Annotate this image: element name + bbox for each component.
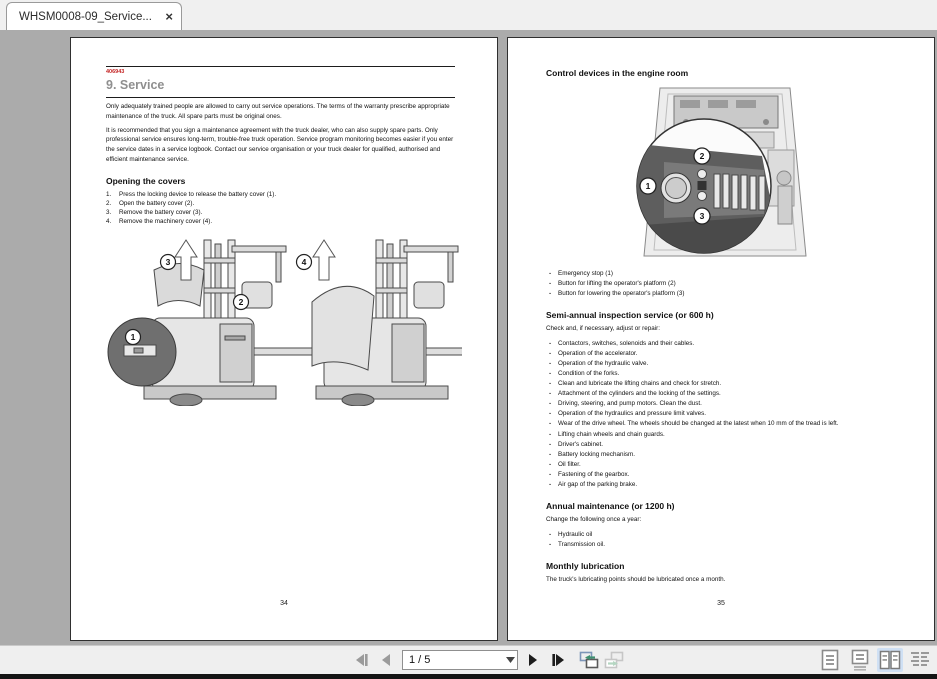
section-heading: Semi-annual inspection service (or 600 h) [546,310,714,321]
section-heading: Opening the covers [106,175,186,186]
navigate-forward-button[interactable] [604,650,624,670]
list-item: 1. Press the locking device to release the battery cover (1). [106,190,277,198]
list-item: 4. Remove the machinery cover (4). [106,217,213,225]
truck-covers-figure [106,234,462,406]
next-page-button[interactable] [523,650,543,670]
semi-annual-checklist [546,339,900,490]
list-item: · Contactors, switches, solenoids and their cables. [546,339,900,349]
list-item: · Emergency stop (1) [546,269,900,279]
callout-4: 4 [301,257,307,267]
list-item: · Attachment of the cylinders and the locking of the settings. [546,389,900,399]
callout-3: 3 [165,257,171,267]
view-mode-group [817,648,933,672]
header-rule-top [106,66,455,67]
list-item: · Hydraulic oil [546,530,900,540]
document-tab[interactable] [6,2,182,30]
callout-2: 2 [238,297,244,307]
list-item: · Condition of the forks. [546,369,900,379]
engine-room-figure [612,86,834,262]
list-item: · Driving, steering, and pump motors. Clean the dust. [546,399,900,409]
list-item: · Fastening of the gearbox. [546,470,900,480]
list-item: · Transmission oil. [546,540,900,550]
control-device-list [546,269,900,299]
tab-close-icon[interactable]: × [165,9,173,24]
page-34 [70,37,498,641]
page-navigation [352,649,624,671]
page-number-combobox[interactable] [402,650,518,670]
previous-page-button[interactable] [377,650,397,670]
list-item: · Button for lowering the operator's platform (3) [546,289,900,299]
tab-title: WHSM0008-09_Service... [19,10,152,23]
first-page-button[interactable] [352,650,372,670]
page-number: 34 [280,600,288,607]
annual-checklist [546,530,900,550]
opening-steps [106,190,455,227]
paragraph: Only adequately trained people are allowed to carry out service operations. The terms of the warranty prescribe appropriate maintenance of the truck. All spare parts must be original ones. [106,103,450,120]
window-bottom-edge [0,674,937,679]
list-item: · Battery locking mechanism. [546,450,900,460]
list-item: · Button for lifting the operator's platform (2) [546,279,900,289]
chapter-title: 9. Service [106,78,165,92]
navigate-back-button[interactable] [579,650,599,670]
list-item: · Operation of the hydraulics and pressure limit valves. [546,409,900,419]
single-page-view-button[interactable] [817,648,843,672]
section-intro: Change the following once a year: [546,515,642,523]
callout-1: 1 [130,332,136,342]
list-item: · Clean and lubricate the lifting chains and check for stretch. [546,379,900,389]
section-heading: Annual maintenance (or 1200 h) [546,500,675,511]
doc-number: 406943 [106,69,125,75]
list-item: 3. Remove the battery cover (3). [106,208,203,216]
paragraph: It is recommended that you sign a maintenance agreement with the truck dealer, who can also supply spare parts. Only professional service ensures long-term, trouble-free truck operation. Service program monitoring becomes easier if you enter the service dates in a service logbook. Contact our service organisation or your truck dealer for qualified, authorised and efficient maintenance service. [106,126,454,163]
last-page-button[interactable] [548,650,568,670]
chevron-down-icon[interactable] [503,651,517,669]
list-item: · Operation of the hydraulic valve. [546,359,900,369]
document-canvas[interactable] [0,30,937,645]
section-intro: Check and, if necessary, adjust or repair: [546,325,660,333]
paragraph: The truck's lubricating points should be lubricated once a month. [546,575,726,583]
callout-3: 3 [699,211,705,221]
callout-2: 2 [699,151,705,161]
book-view-button[interactable] [907,648,933,672]
list-item: · Lifting chain wheels and chain guards. [546,430,900,440]
section-heading: Monthly lubrication [546,560,625,571]
list-item: · Driver's cabinet. [546,440,900,450]
list-item: · Wear of the drive wheel. The wheels should be changed at the latest when 10 mm of the tread is left. [546,419,900,429]
continuous-view-button[interactable] [847,648,873,672]
page-number: 35 [717,600,725,607]
callout-1: 1 [645,181,651,191]
list-item: 2. Open the battery cover (2). [106,199,195,207]
page-indicator[interactable]: 1 / 5 [409,654,431,666]
facing-pages-view-button[interactable] [877,648,903,672]
list-item: · Oil filter. [546,460,900,470]
page-35 [507,37,935,641]
tab-bar [0,0,937,30]
header-rule-bottom [106,97,455,98]
list-item: · Operation of the accelerator. [546,349,900,359]
list-item: · Air gap of the parking brake. [546,480,900,490]
bottom-toolbar [0,645,937,674]
section-heading: Control devices in the engine room [546,68,689,78]
